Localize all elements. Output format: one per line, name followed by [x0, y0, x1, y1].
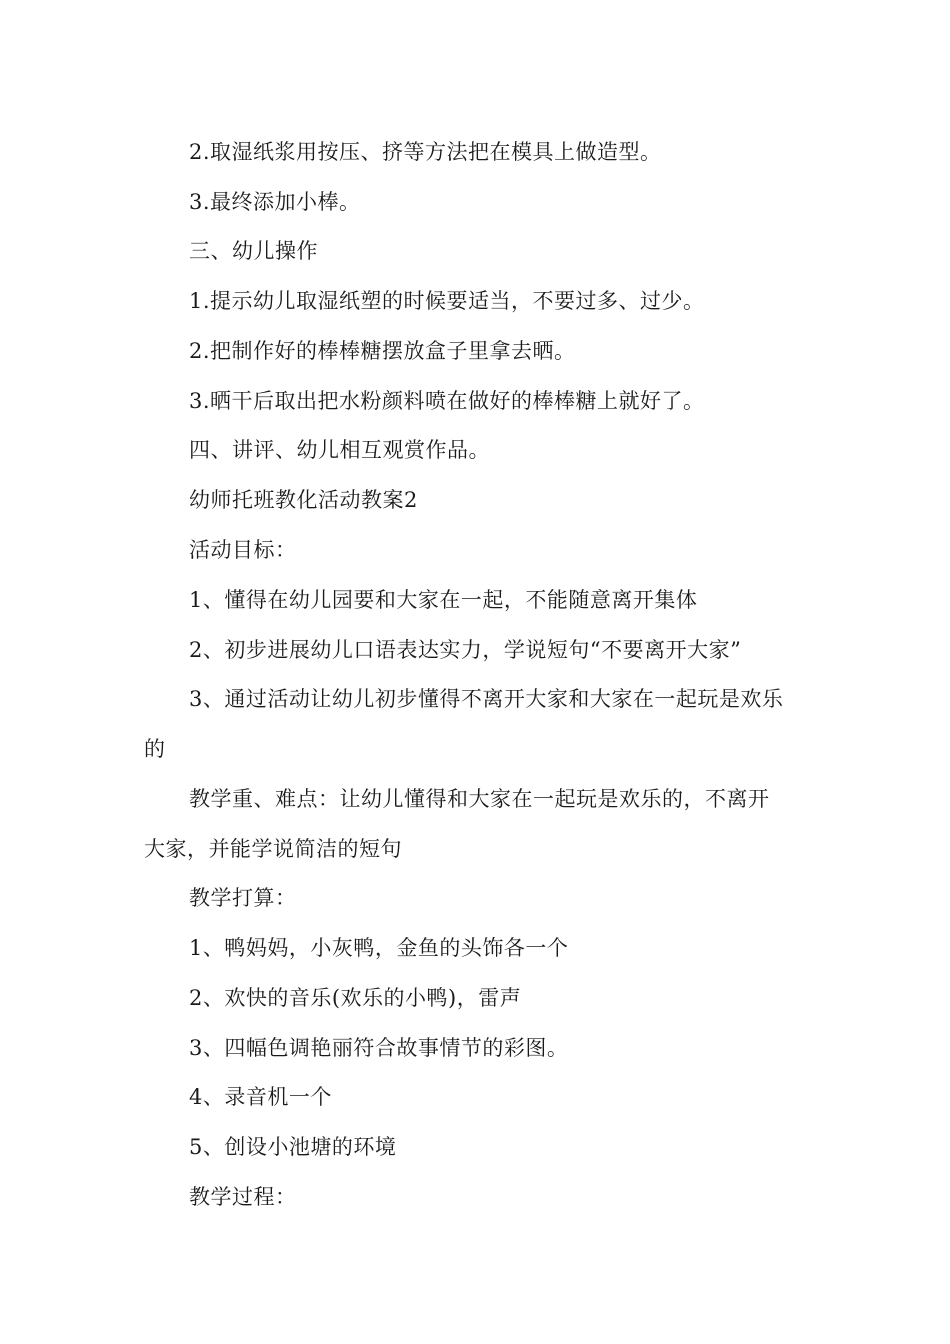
- preparation-item-3: 3、四幅色调艳丽符合故事情节的彩图。: [189, 1036, 569, 1060]
- paragraph-operation-2: 2.把制作好的棒棒糖摆放盒子里拿去晒。: [189, 339, 576, 363]
- heading-activity-goals: 活动目标：: [189, 538, 297, 562]
- goal-item-2: 2、初步进展幼儿口语表达实力，学说短句“不要离开大家”: [189, 638, 742, 662]
- teaching-key-points: 教学重、难点：让幼儿懂得和大家在一起玩是欢乐的，不离开: [189, 787, 770, 811]
- preparation-item-4: 4、录音机一个: [189, 1085, 332, 1109]
- section-heading-review: 四、讲评、幼儿相互观赏作品。: [189, 438, 490, 462]
- preparation-item-2: 2、欢快的音乐(欢乐的小鸭)，雷声: [189, 986, 522, 1010]
- heading-teaching-process: 教学过程：: [189, 1185, 297, 1209]
- goal-item-3: 3、通过活动让幼儿初步懂得不离开大家和大家在一起玩是欢乐: [189, 687, 784, 711]
- heading-teaching-preparation: 教学打算：: [189, 886, 297, 910]
- preparation-item-1: 1、鸭妈妈，小灰鸭，金鱼的头饰各一个: [189, 936, 569, 960]
- teaching-key-points-continuation: 大家，并能学说简洁的短句: [144, 837, 402, 861]
- preparation-item-5: 5、创设小池塘的环境: [189, 1135, 397, 1159]
- paragraph-operation-1: 1.提示幼儿取湿纸塑的时候要适当，不要过多、过少。: [189, 289, 705, 313]
- goal-item-3-continuation: 的: [144, 737, 166, 761]
- lesson-plan-title-2: 幼师托班教化活动教案2: [189, 488, 418, 512]
- section-heading-child-operation: 三、幼儿操作: [189, 239, 318, 263]
- goal-item-1: 1、懂得在幼儿园要和大家在一起，不能随意离开集体: [189, 588, 698, 612]
- paragraph-step-3-add-stick: 3.最终添加小棒。: [189, 190, 361, 214]
- paragraph-operation-3: 3.晒干后取出把水粉颜料喷在做好的棒棒糖上就好了。: [189, 389, 705, 413]
- paragraph-step-2-shaping: 2.取湿纸浆用按压、挤等方法把在模具上做造型。: [189, 140, 662, 164]
